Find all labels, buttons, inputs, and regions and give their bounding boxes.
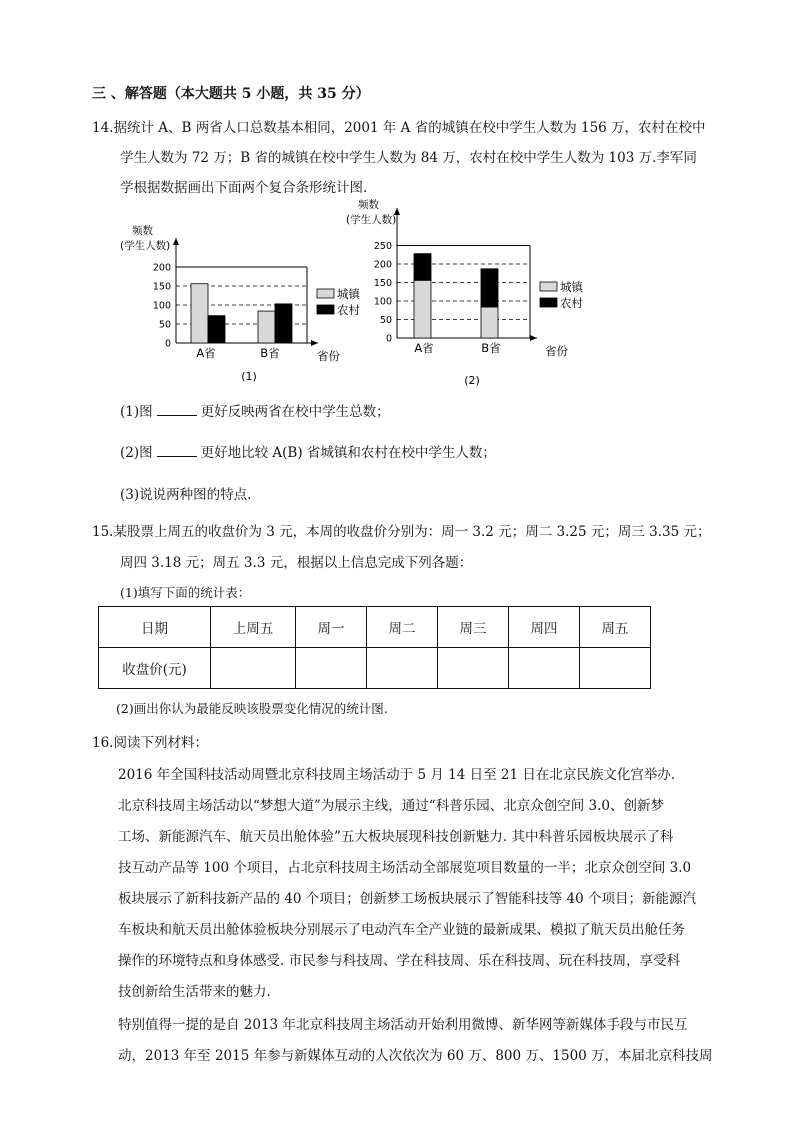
y-tick-label: 150 [152,281,171,293]
bar [208,316,225,343]
y-tick-label: 200 [373,259,392,271]
table-input-cell[interactable] [211,648,296,689]
legend-swatch [540,298,557,307]
y-tick-label: 100 [373,296,392,308]
q16-para-line: 操作的环境特点和身体感受. 市民参与科技周、学在科技周、乐在科技周、玩在科技周，享受科 [118,953,681,969]
table-input-cell[interactable] [367,648,438,689]
table-header-cell: 周五 [580,607,651,648]
bar [481,269,498,307]
y-tick-label: 200 [152,262,171,274]
q14-sub-2-post: 更好地比较 A(B) 省城镇和农村在校中学生人数； [200,445,496,461]
stock-price-table [98,606,651,689]
table-header-row [99,607,651,648]
bar [275,304,292,343]
q14-line-2: 学生人数为 72 万；B 省的城镇在校中学生人数为 84 万，农村在校中学生人数为 103 万.李军同 [120,150,697,166]
y-tick-label: 0 [385,333,392,345]
q14-sub-1-pre: (1)图 [120,404,153,420]
q14-sub-2-blank[interactable] [157,444,197,457]
legend-swatch [317,289,334,298]
chart-caption: (1) [241,370,257,383]
q16-para-line: 北京科技周主场活动以“梦想大道”为展示主线，通过“科普乐园、北京众创空间 3.0、创新梦 [118,798,664,814]
y-axis-label-line-1: 频数 [358,199,379,211]
y-axis-label-line-1: 频数 [132,225,153,237]
q14-line-1: 14.据统计 A、B 两省人口总数基本相同，2001 年 A 省的城镇在校中学生人数为 156 万，农村在校中 [92,120,706,136]
y-axis-label-line-2: (学生人数) [120,240,171,252]
q15-line-2: 周四 3.18 元；周五 3.3 元，根据以上信息完成下列各题： [120,555,473,571]
legend-swatch [540,282,557,291]
x-tick-label: A省 [414,341,434,355]
legend-label: 城镇 [337,287,360,301]
q16-para-line: 特别值得一提的是自 2013 年北京科技周主场活动开始利用微博、新华网等新媒体手段与市民互 [118,1017,688,1033]
q14-sub-1-blank[interactable] [157,403,197,416]
chart-2-stacked-bar [340,195,600,393]
x-tick-label: B省 [481,341,501,355]
table-row [99,648,651,689]
table-header-cell: 周四 [509,607,580,648]
table-input-cell[interactable] [580,648,651,689]
legend-label: 城镇 [560,280,583,294]
table-header-cell: 周一 [296,607,367,648]
table-header-cell: 周三 [438,607,509,648]
y-axis-arrow [173,238,179,245]
q14-sub-3: (3)说说两种图的特点. [120,487,252,503]
q16-para-line: 工场、新能源汽车、航天员出舱体验”五大板块展现科技创新魅力. 其中科普乐园板块展示了科 [118,829,674,845]
bar [258,311,275,343]
x-axis-arrow [530,335,537,341]
q16-head: 16.阅读下列材料： [92,735,208,751]
q16-para-line: 技创新给生活带来的魅力. [118,984,271,1000]
q16-para-line: 车板块和航天员出舱体验板块分别展示了电动汽车全产业链的最新成果、模拟了航天员出舱任务 [118,922,685,938]
table-row-label: 收盘价(元) [99,648,211,689]
q16-para-line: 板块展示了新科技新产品的 40 个项目；创新梦工场板块展示了智能科技等 40 个项目；新能源汽 [118,891,697,907]
legend-swatch [317,305,334,314]
q16-para-line: 动，2013 年至 2015 年参与新媒体互动的人次依次为 60 万、800 万、1500 万，本届北京科技周 [118,1048,713,1064]
q14-sub-2-pre: (2)图 [120,445,153,461]
chart-caption: (2) [464,374,480,387]
x-axis-label: 省份 [545,344,568,358]
y-tick-label: 50 [158,319,171,331]
x-tick-label: B省 [260,346,280,360]
q15-line-1: 15.某股票上周五的收盘价为 3 元，本周的收盘价分别为：周一 3.2 元；周二 3.25 元；周三 3.35 元； [92,524,711,540]
x-axis-arrow [311,340,318,346]
q14-sub-1-post: 更好反映两省在校中学生总数； [200,404,390,420]
table-input-cell[interactable] [509,648,580,689]
y-tick-label: 0 [164,338,171,350]
y-tick-label: 250 [373,241,392,252]
x-tick-label: A省 [196,346,216,360]
table-header-cell: 日期 [99,607,211,648]
x-axis-label: 省份 [317,349,340,363]
q16-para-line: 2016 年全国科技活动周暨北京科技周主场活动于 5 月 14 日至 21 日在北京民族文化宫举办. [118,767,676,783]
q16-para-line: 技互动产品等 100 个项目，占北京科技周主场活动全部展览项目数量的一半；北京众创空间 3.0 [118,860,692,876]
legend-label: 农村 [337,303,360,317]
legend-label: 农村 [560,296,583,310]
table-header-cell: 上周五 [211,607,296,648]
q14-sub-2 [120,441,496,461]
bar [481,307,498,338]
q15-sub-2: (2)画出你认为最能反映该股票变化情况的统计图. [116,701,388,716]
y-tick-label: 150 [373,278,392,289]
bar [414,254,431,281]
y-tick-label: 100 [152,300,171,312]
table-input-cell[interactable] [296,648,367,689]
y-axis-label-line-2: (学生人数) [346,214,397,226]
table-input-cell[interactable] [438,648,509,689]
section-title: 三 、解答题（本大题共 5 小题，共 35 分） [92,86,370,102]
q15-sub-1: (1)填写下面的统计表： [120,585,251,600]
q14-sub-1 [120,400,390,420]
table-header-cell: 周二 [367,607,438,648]
q14-line-3: 学根据数据画出下面两个复合条形统计图. [120,180,368,196]
bar [414,280,431,338]
y-tick-label: 50 [379,315,392,326]
bar [191,284,208,343]
